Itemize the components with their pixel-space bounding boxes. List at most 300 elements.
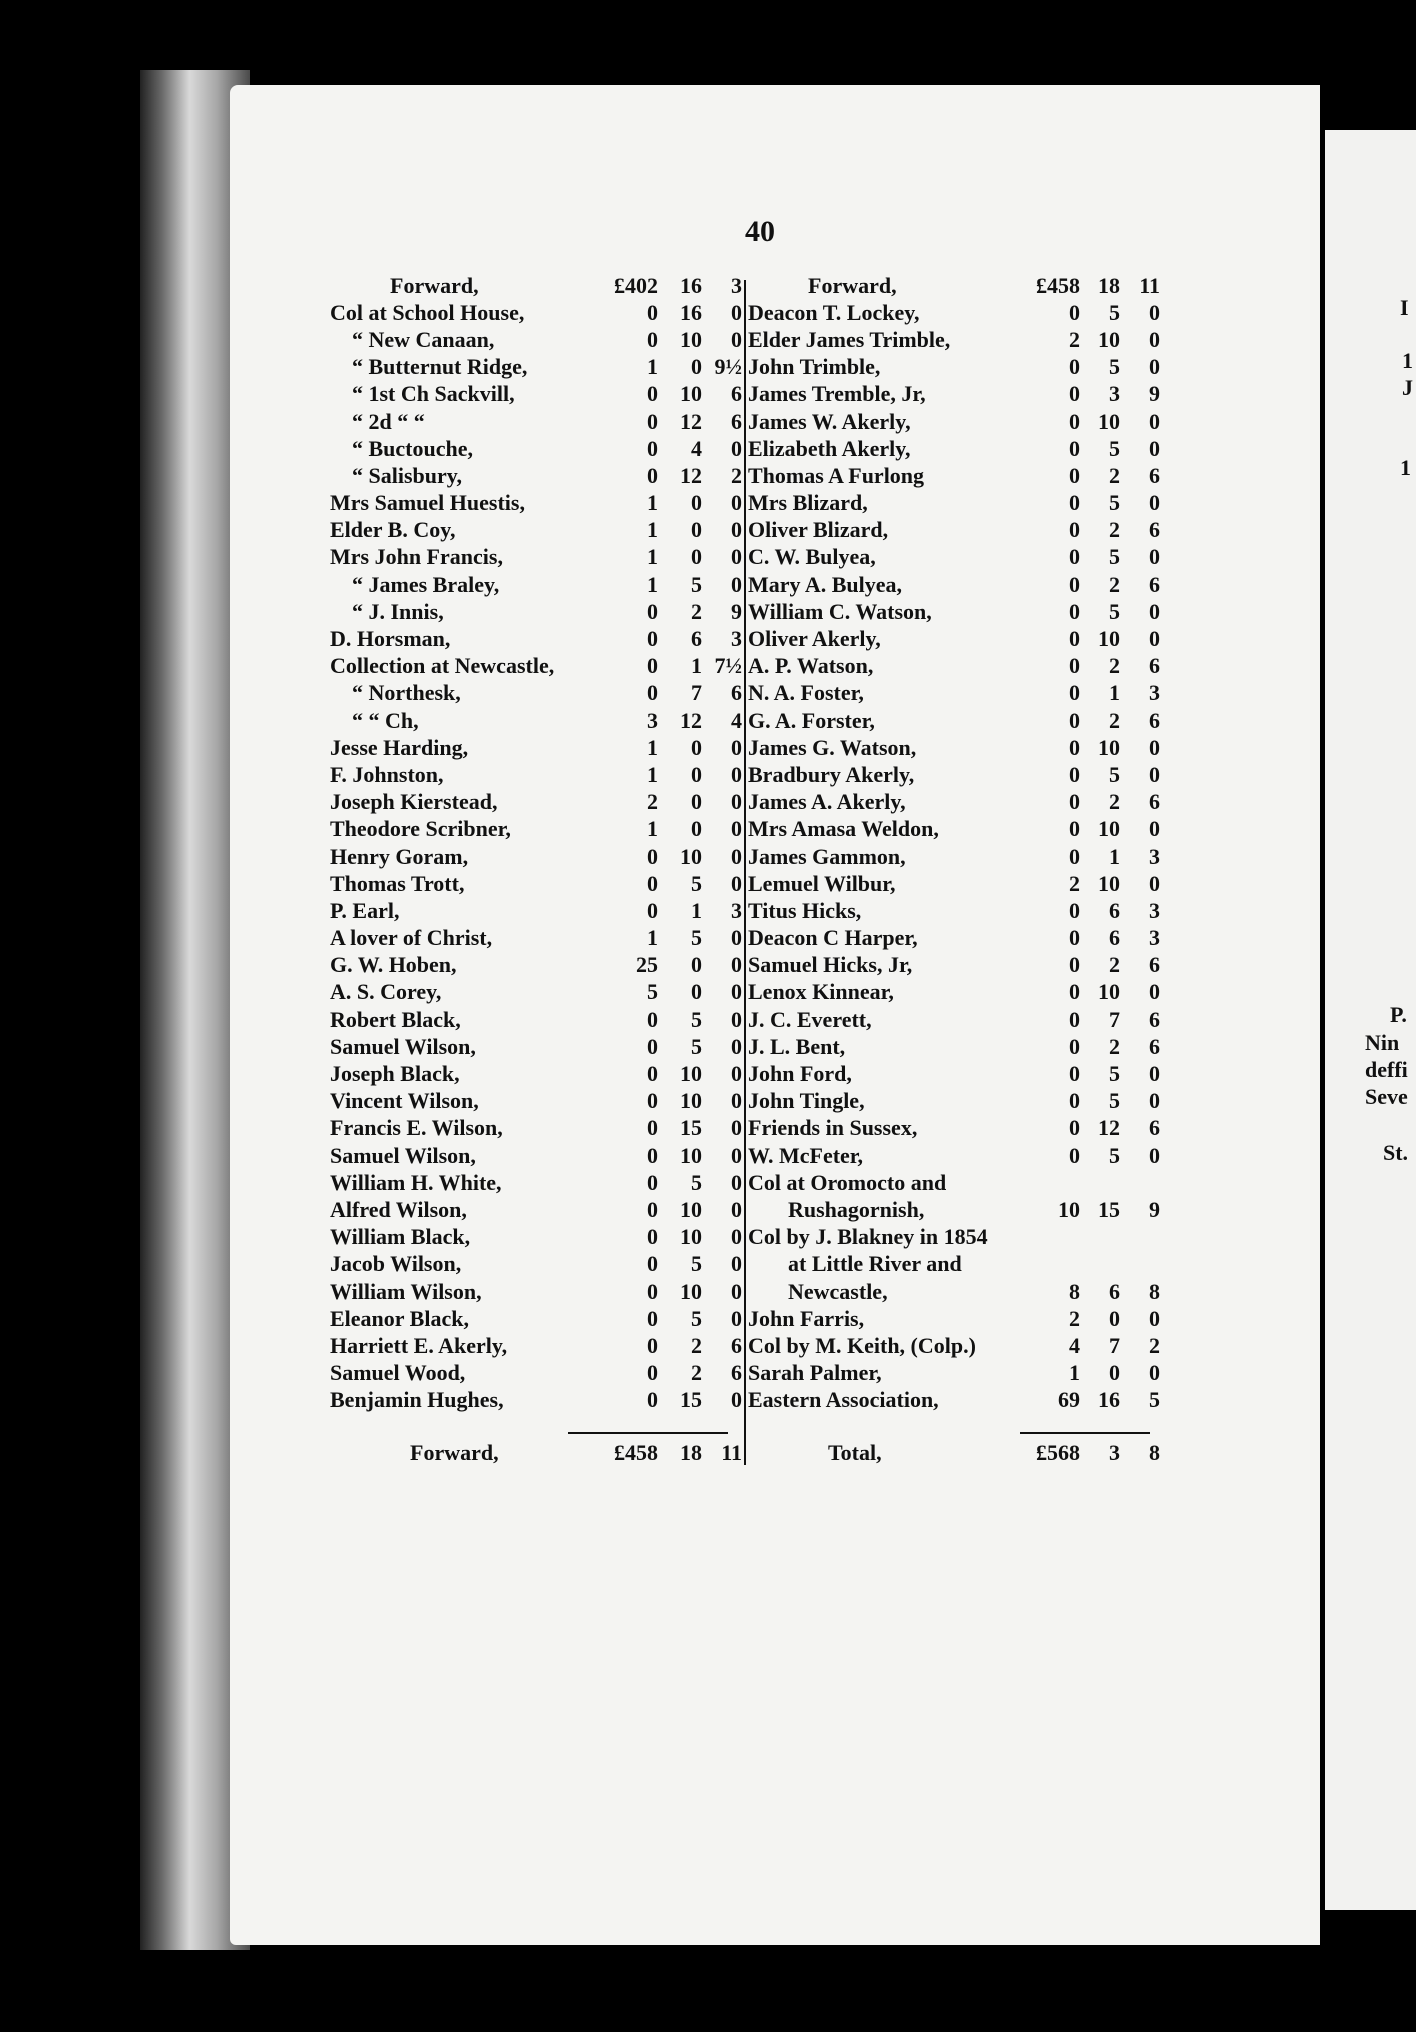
ledger-pounds: 10 [1058,1196,1080,1222]
ledger-entry-name: A. S. Corey, [330,979,442,1005]
ledger-pence: 6 [1149,517,1160,543]
ledger-row [330,326,742,353]
ledger-pounds: 2 [1069,326,1080,352]
ledger-pence: 9 [1149,1196,1160,1222]
ledger-row [330,925,742,952]
ledger-shillings: 5 [1109,490,1120,516]
ledger-entry-name: J. L. Bent, [748,1033,846,1059]
ledger-row [748,1332,1160,1359]
ledger-row [330,462,742,489]
ledger-row [330,870,742,897]
left-footer-forward [330,1440,742,1466]
ledger-entry-name: James Gammon, [748,843,906,869]
ledger-pence: 0 [731,490,742,516]
ledger-pounds: 0 [1069,462,1080,488]
ledger-shillings: 10 [680,1278,702,1304]
ledger-shillings: 7 [1109,1006,1120,1032]
ledger-pence: 3 [1149,680,1160,706]
ledger-entry-name: “ J. Innis, [352,598,444,624]
ledger-entry-name: Col at Oromocto and [748,1169,947,1195]
ledger-pounds: 0 [647,1115,658,1141]
ledger-entry-name: C. W. Bulyea, [748,544,876,570]
ledger-pence: 6 [1149,789,1160,815]
ledger-shillings: 2 [1109,462,1120,488]
footer-pence: 11 [721,1440,742,1465]
ledger-pence: 0 [731,571,742,597]
ledger-shillings: 15 [680,1387,702,1413]
ledger-pence: 0 [731,1088,742,1114]
ledger-entry-name: G. W. Hoben, [330,952,457,978]
ledger-pounds: 0 [1069,1088,1080,1114]
ledger-entry-name: William C. Watson, [748,598,932,624]
ledger-pounds: 0 [1069,490,1080,516]
ledger-pence: 0 [731,1142,742,1168]
ledger-entry-name: Mrs Samuel Huestis, [330,490,525,516]
ledger-entry-name: Alfred Wilson, [330,1196,467,1222]
ledger-pence: 0 [1149,1142,1160,1168]
ledger-shillings: 5 [1109,598,1120,624]
footer-label: Total, [828,1440,882,1465]
ledger-pence: 0 [1149,544,1160,570]
ledger-pence: 0 [731,761,742,787]
ledger-shillings: 0 [691,517,702,543]
ledger-row [330,761,742,788]
ledger-shillings: 4 [691,435,702,461]
ledger-row [330,843,742,870]
ledger-row [748,653,1160,680]
ledger-shillings: 2 [1109,1033,1120,1059]
ledger-pence: 0 [731,435,742,461]
ledger-pounds: 0 [647,1251,658,1277]
ledger-row [748,680,1160,707]
ledger-row [748,544,1160,571]
ledger-shillings: 2 [1109,571,1120,597]
ledger-entry-name: Deacon T. Lockey, [748,299,920,325]
ledger-pounds: 1 [647,761,658,787]
facing-page-fragment: Seve [1365,1084,1408,1109]
ledger-pounds: 0 [1069,626,1080,652]
right-ledger-column [748,272,1160,1414]
ledger-pounds: 1 [647,816,658,842]
ledger-pence: 6 [731,1360,742,1386]
ledger-shillings: 6 [1109,1278,1120,1304]
ledger-entry-name: James W. Akerly, [748,408,911,434]
ledger-pounds: 0 [1069,789,1080,815]
ledger-entry-name: P. Earl, [330,897,400,923]
ledger-shillings: 10 [680,843,702,869]
ledger-pence: 0 [1149,299,1160,325]
ledger-pence: 0 [731,1006,742,1032]
ledger-shillings: 10 [680,1196,702,1222]
ledger-shillings: 0 [691,734,702,760]
ledger-pounds: 0 [1069,354,1080,380]
ledger-pounds: 0 [647,1278,658,1304]
ledger-entry-name: “ 1st Ch Sackvill, [352,381,515,407]
ledger-row [748,734,1160,761]
ledger-entry-name: Henry Goram, [330,843,469,869]
facing-page-fragment: Nin [1365,1030,1400,1055]
ledger-shillings: 10 [680,381,702,407]
ledger-shillings: 16 [680,299,702,325]
ledger-pence: 2 [731,462,742,488]
ledger-entry-name: John Tingle, [748,1088,865,1114]
ledger-pounds: 3 [647,707,658,733]
ledger-row [330,598,742,625]
ledger-pence: 0 [731,870,742,896]
ledger-pence: 6 [731,408,742,434]
ledger-pounds: 0 [647,1196,658,1222]
ledger-shillings: 2 [1109,707,1120,733]
facing-page-fragment: I [1400,295,1409,320]
ledger-entry-name: F. Johnston, [330,761,444,787]
ledger-entry-name: Oliver Blizard, [748,517,889,543]
footer-pence: 8 [1149,1440,1160,1465]
ledger-row [748,1088,1160,1115]
ledger-pounds: 0 [1069,707,1080,733]
ledger-entry-name: “ 2d “ “ [352,408,425,434]
ledger-shillings: 0 [1109,1360,1120,1386]
ledger-pounds: 2 [647,789,658,815]
sum-rule-right [1020,1432,1150,1434]
ledger-shillings: 1 [1109,843,1120,869]
ledger-pounds: 0 [647,326,658,352]
ledger-row [748,816,1160,843]
ledger-shillings: 1 [691,897,702,923]
ledger-entry-name: Lenox Kinnear, [748,979,894,1005]
ledger-entry-name: Mrs John Francis, [330,544,503,570]
ledger-row [748,299,1160,326]
ledger-row [748,1115,1160,1142]
ledger-pounds: 0 [1069,653,1080,679]
ledger-row [330,1169,742,1196]
ledger-shillings: 5 [691,1305,702,1331]
ledger-shillings: 5 [1109,1142,1120,1168]
ledger-pence: 11 [1139,272,1160,298]
ledger-entry-name: Elder B. Coy, [330,517,456,543]
ledger-row [330,625,742,652]
ledger-row [330,517,742,544]
ledger-pounds: 0 [647,897,658,923]
ledger-row [330,490,742,517]
ledger-pounds: 0 [1069,816,1080,842]
ledger-shillings: 18 [1098,272,1120,298]
ledger-row [330,789,742,816]
ledger-row [330,381,742,408]
ledger-shillings: 2 [1109,952,1120,978]
ledger-row [330,897,742,924]
ledger-shillings: 5 [1109,435,1120,461]
ledger-pounds: 0 [1069,1033,1080,1059]
ledger-pence: 0 [731,517,742,543]
ledger-row [330,1142,742,1169]
ledger-shillings: 16 [680,272,702,298]
ledger-pence: 0 [731,1387,742,1413]
ledger-entry-name: William H. White, [330,1169,502,1195]
ledger-pounds: 0 [1069,843,1080,869]
ledger-entry-name: James A. Akerly, [748,789,906,815]
ledger-row [748,625,1160,652]
ledger-pounds: 0 [647,1033,658,1059]
ledger-shillings: 10 [1098,626,1120,652]
ledger-shillings: 5 [691,870,702,896]
ledger-pence: 0 [1149,354,1160,380]
footer-shillings: 3 [1109,1440,1120,1465]
ledger-pence: 0 [731,1251,742,1277]
ledger-entry-name: “ Buctouche, [352,435,473,461]
ledger-shillings: 5 [1109,544,1120,570]
ledger-entry-name: Newcastle, [788,1278,888,1304]
ledger-entry-name: G. A. Forster, [748,707,875,733]
ledger-entry-name: W. McFeter, [748,1142,864,1168]
ledger-row [330,1224,742,1251]
ledger-shillings: 0 [691,952,702,978]
ledger-pounds: 0 [1069,761,1080,787]
ledger-row [330,544,742,571]
ledger-row [330,1006,742,1033]
facing-page-fragment: 1 [1400,455,1411,480]
ledger-entry-name: Francis E. Wilson, [330,1115,503,1141]
ledger-shillings: 10 [1098,408,1120,434]
ledger-pounds: 1 [647,354,658,380]
ledger-pounds: 0 [647,680,658,706]
ledger-row [748,1060,1160,1087]
ledger-pounds: 0 [1069,1061,1080,1087]
ledger-shillings: 12 [1098,1115,1120,1141]
facing-page-fragment: P. [1390,1002,1407,1027]
ledger-pence: 0 [731,1196,742,1222]
ledger-row [330,571,742,598]
ledger-pence: 3 [1149,843,1160,869]
ledger-row [748,1278,1160,1305]
ledger-pence: 9½ [714,354,742,380]
ledger-entry-name: Mrs Blizard, [748,490,868,516]
ledger-shillings: 5 [1109,1088,1120,1114]
ledger-entry-name: Benjamin Hughes, [330,1387,504,1413]
ledger-pounds: £458 [1036,272,1080,298]
ledger-row [330,816,742,843]
ledger-pence: 6 [1149,1033,1160,1059]
ledger-pence: 9 [1149,381,1160,407]
ledger-entry-name: Joseph Black, [330,1061,460,1087]
ledger-pence: 3 [731,897,742,923]
ledger-shillings: 10 [680,326,702,352]
ledger-shillings: 10 [680,1088,702,1114]
ledger-pounds: 1 [647,571,658,597]
ledger-pounds: 0 [1069,544,1080,570]
ledger-entry-name: Eastern Association, [748,1387,939,1413]
ledger-pence: 0 [731,979,742,1005]
ledger-row [748,1305,1160,1332]
ledger-shillings: 5 [1109,1061,1120,1087]
ledger-pounds: 0 [1069,381,1080,407]
ledger-row [330,707,742,734]
ledger-entry-name: at Little River and [788,1251,962,1277]
ledger-pounds: 0 [647,1332,658,1358]
ledger-shillings: 6 [1109,925,1120,951]
ledger-shillings: 7 [1109,1332,1120,1358]
ledger-pounds: 4 [1069,1332,1080,1358]
ledger-pounds: 0 [1069,299,1080,325]
ledger-pence: 0 [731,789,742,815]
ledger-row [748,952,1160,979]
ledger-pounds: 0 [1069,680,1080,706]
ledger-shillings: 5 [1109,354,1120,380]
ledger-row [748,381,1160,408]
ledger-pence: 0 [731,544,742,570]
ledger-pence: 9 [731,598,742,624]
ledger-row [330,1088,742,1115]
ledger-pounds: 0 [1069,408,1080,434]
ledger-pence: 0 [1149,1088,1160,1114]
ledger-pence: 0 [1149,761,1160,787]
right-footer-total [748,1440,1160,1466]
ledger-entry-name: “ “ Ch, [352,707,419,733]
ledger-shillings: 5 [691,1251,702,1277]
ledger-pence: 0 [731,1061,742,1087]
ledger-pence: 0 [1149,1360,1160,1386]
ledger-pounds: 0 [647,408,658,434]
ledger-row [748,1251,1160,1278]
ledger-pounds: 0 [1069,1006,1080,1032]
ledger-row [748,435,1160,462]
ledger-entry-name: “ Salisbury, [352,462,463,488]
ledger-entry-name: Samuel Wood, [330,1360,466,1386]
ledger-row [330,1387,742,1414]
ledger-pounds: 0 [647,1088,658,1114]
ledger-pence: 6 [731,1332,742,1358]
ledger-shillings: 0 [691,979,702,1005]
ledger-entry-name: John Trimble, [748,354,881,380]
ledger-row [330,1196,742,1223]
page-number: 40 [745,215,775,248]
ledger-shillings: 2 [1109,517,1120,543]
ledger-row [748,517,1160,544]
ledger-entry-name: Collection at Newcastle, [330,653,555,679]
ledger-pounds: 0 [647,435,658,461]
sum-rule-left [568,1432,728,1434]
ledger-pounds: 25 [636,952,658,978]
ledger-shillings: 10 [1098,326,1120,352]
ledger-pounds: 1 [647,925,658,951]
ledger-pounds: 0 [1069,598,1080,624]
footer-pounds: £458 [614,1440,658,1465]
ledger-row [330,1360,742,1387]
ledger-entry-name: Elizabeth Akerly, [748,435,911,461]
ledger-row [748,272,1160,299]
ledger-pence: 6 [1149,1006,1160,1032]
ledger-entry-name: Titus Hicks, [748,897,862,923]
footer-label: Forward, [410,1440,499,1465]
facing-page-fragment: J [1402,375,1413,400]
ledger-pence: 0 [731,1169,742,1195]
facing-page-fragment: St. [1383,1140,1409,1165]
ledger-entry-name: Vincent Wilson, [330,1088,479,1114]
ledger-pounds: 69 [1058,1387,1080,1413]
ledger-entry-name: Jesse Harding, [330,734,469,760]
ledger-pence: 0 [731,1033,742,1059]
ledger-shillings: 2 [691,1360,702,1386]
ledger-shillings: 5 [1109,761,1120,787]
ledger-row [330,1305,742,1332]
ledger-row [748,870,1160,897]
ledger-pence: 6 [1149,707,1160,733]
ledger-pence: 0 [731,1115,742,1141]
ledger-pounds: 8 [1069,1278,1080,1304]
ledger-shillings: 0 [1109,1305,1120,1331]
ledger-row [748,707,1160,734]
ledger-pounds: 0 [647,870,658,896]
ledger-shillings: 0 [691,354,702,380]
ledger-shillings: 0 [691,490,702,516]
ledger-shillings: 5 [691,571,702,597]
ledger-pence: 0 [1149,979,1160,1005]
ledger-row [330,1251,742,1278]
facing-page [1325,130,1416,1910]
ledger-pounds: 1 [1069,1360,1080,1386]
ledger-row [330,1332,742,1359]
ledger-shillings: 15 [1098,1196,1120,1222]
ledger-pounds: 0 [1069,952,1080,978]
ledger-shillings: 10 [1098,734,1120,760]
ledger-entry-name: Col by J. Blakney in 1854 [748,1224,988,1250]
ledger-shillings: 6 [1109,897,1120,923]
ledger-row [330,1115,742,1142]
ledger-row [748,1169,1160,1196]
ledger-pence: 0 [731,1278,742,1304]
ledger-entry-name: Col by M. Keith, (Colp.) [748,1332,976,1358]
ledger-pence: 0 [731,299,742,325]
ledger-shillings: 12 [680,462,702,488]
ledger-entry-name: Samuel Wilson, [330,1142,476,1168]
ledger-row [748,326,1160,353]
ledger-pence: 3 [1149,925,1160,951]
ledger-pounds: 0 [647,653,658,679]
ledger-pounds: 0 [1069,435,1080,461]
ledger-row [330,979,742,1006]
ledger-row [748,843,1160,870]
ledger-row [748,462,1160,489]
ledger-pounds: 0 [1069,571,1080,597]
ledger-entry-name: “ James Braley, [352,571,500,597]
ledger-pence: 4 [731,707,742,733]
ledger-pounds: 1 [647,544,658,570]
ledger-pence: 0 [1149,1061,1160,1087]
facing-page-fragment: 1 [1402,348,1413,373]
ledger-entry-name: “ Northesk, [352,680,461,706]
footer-shillings: 18 [680,1440,702,1465]
ledger-entry-name: J. C. Everett, [748,1006,872,1032]
ledger-pounds: £402 [614,272,658,298]
ledger-entry-name: A lover of Christ, [330,925,493,951]
ledger-pence: 0 [731,816,742,842]
ledger-pounds: 0 [1069,1115,1080,1141]
ledger-pounds: 0 [1069,734,1080,760]
ledger-pounds: 0 [1069,979,1080,1005]
ledger-pence: 6 [731,381,742,407]
ledger-pounds: 0 [1069,1142,1080,1168]
ledger-pounds: 1 [647,517,658,543]
ledger-pence: 6 [1149,571,1160,597]
ledger-pounds: 0 [647,299,658,325]
ledger-pence: 3 [731,272,742,298]
ledger-shillings: 0 [691,789,702,815]
ledger-row [748,1196,1160,1223]
ledger-shillings: 15 [680,1115,702,1141]
ledger-pounds: 0 [1069,897,1080,923]
ledger-shillings: 10 [680,1061,702,1087]
ledger-pounds: 0 [647,1387,658,1413]
ledger-shillings: 5 [691,1169,702,1195]
